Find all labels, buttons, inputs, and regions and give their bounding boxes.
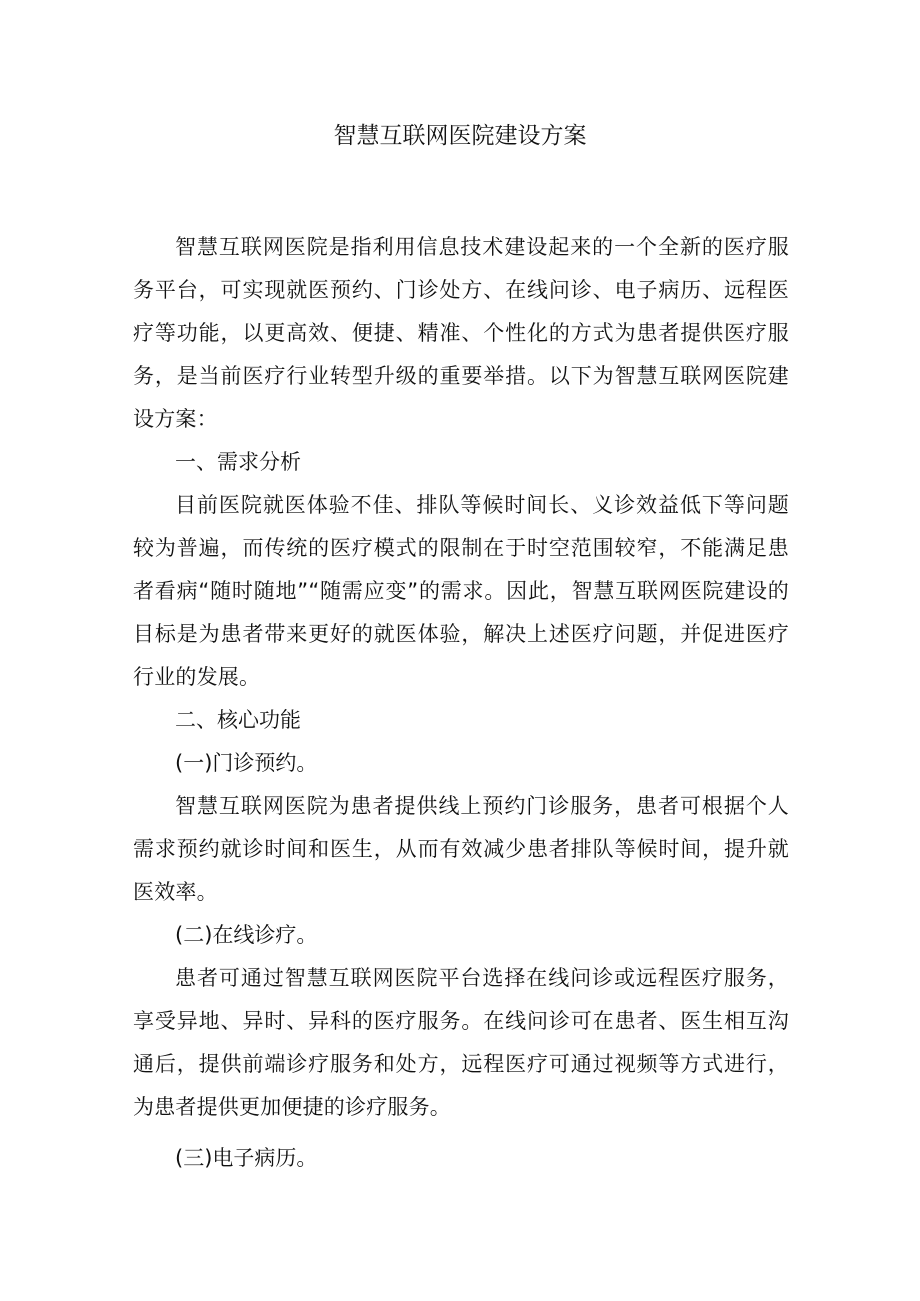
paragraph-spacer xyxy=(133,1129,789,1137)
subheading-outpatient-booking: (一)门诊预约。 xyxy=(175,751,318,775)
document-title: 智慧互联网医院建设方案 xyxy=(333,123,587,149)
section-heading-core-functions: 二、核心功能 xyxy=(175,708,301,732)
online-consultation-paragraph: 患者可通过智慧互联网医院平台选择在线问诊或远程医疗服务，享受异地、异时、异科的医疗服务。在线问诊可在患者、医生相互沟通后，提供前端诊疗服务和处方，远程医疗可通过视频等方式进行，为患者提供更加便捷的诊疗服务。 xyxy=(133,966,789,1119)
subheading-online-consultation: (二)在线诊疗。 xyxy=(175,923,318,947)
subheading-electronic-records: (三)电子病历。 xyxy=(175,1146,318,1170)
requirements-paragraph: 目前医院就医体验不佳、排队等候时间长、义诊效益低下等问题较为普遍，而传统的医疗模式的限制在于时空范围较窄，不能满足患者看病“随时随地”“随需应变”的需求。因此，智慧互联网医院建设的目标是为患者带来更好的就医体验，解决上述医疗问题，并促进医疗行业的发展。 xyxy=(133,493,789,689)
document-body xyxy=(133,226,789,1180)
intro-paragraph: 智慧互联网医院是指利用信息技术建设起来的一个全新的医疗服务平台，可实现就医预约、门诊处方、在线问诊、电子病历、远程医疗等功能，以更高效、便捷、精准、个性化的方式为患者提供医疗服务，是当前医疗行业转型升级的重要举措。以下为智慧互联网医院建设方案： xyxy=(133,235,789,431)
section-heading-requirements: 一、需求分析 xyxy=(175,450,301,474)
outpatient-booking-paragraph: 智慧互联网医院为患者提供线上预约门诊服务，患者可根据个人需求预约就诊时间和医生，从而有效减少患者排队等候时间，提升就医效率。 xyxy=(133,794,789,904)
